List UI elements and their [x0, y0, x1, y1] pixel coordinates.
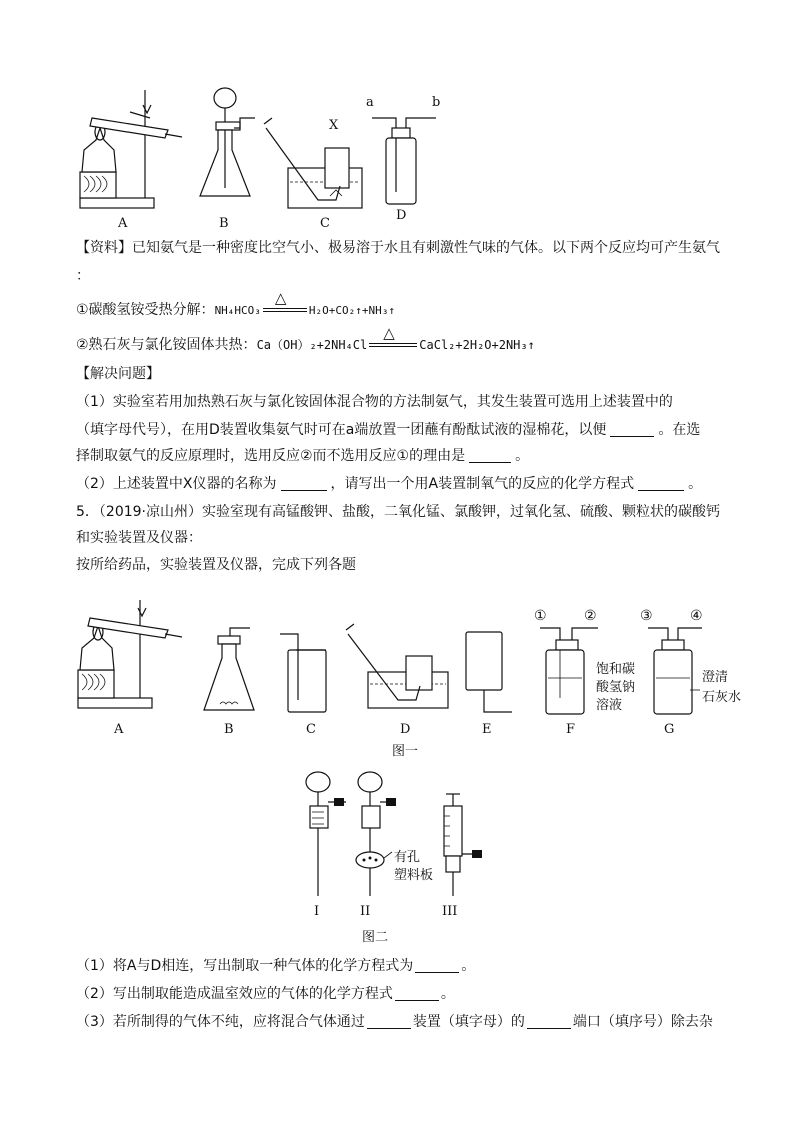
answer-blank-o2-equation[interactable]	[638, 476, 684, 491]
question-2	[76, 984, 455, 1004]
solve-q1-line1: （1）实验室若用加热熟石灰与氯化铵固体混合物的方法制氨气，其发生装置可选用上述装置中的	[76, 394, 673, 410]
reaction-1-left: NH₄HCO₃	[214, 304, 261, 317]
figure2-apparatus	[0, 770, 794, 910]
fig1-label-a: A	[114, 722, 124, 737]
fig2-label-i: I	[314, 904, 320, 919]
fig1-caption: 图一	[392, 744, 419, 759]
info-text-1: 已知氨气是一种密度比空气小、极易溶于水且有刺激性气味的气体。以下两个反应均可产生氨气	[132, 240, 720, 256]
question-3	[76, 1012, 713, 1032]
question-3-text-b: 装置（填字母）的	[412, 1014, 525, 1030]
answer-blank-x-name[interactable]	[281, 476, 327, 491]
reaction-1-right: H₂O+CO₂↑+NH₃↑	[308, 304, 396, 317]
question-3-text: （3）若所制得的气体不纯，应将混合气体通过	[76, 1014, 365, 1030]
fig1-g-text-1: 澄清	[702, 670, 729, 685]
fig1-label-g: G	[664, 722, 675, 737]
answer-blank-indicator[interactable]	[610, 422, 654, 437]
solve-q1-line3	[76, 446, 529, 466]
question-2-text: （2）写出制取能造成温室效应的气体的化学方程式	[76, 986, 393, 1002]
reaction-2-prefix: ②熟石灰与氯化铵固体共热：	[76, 337, 257, 353]
fig1-c-drawing	[280, 634, 326, 712]
reaction-1-condition: △	[274, 289, 287, 307]
fig1-port-4: ④	[690, 608, 703, 624]
solve-q1-line3-tail: 。	[515, 448, 530, 464]
info-line2: ：	[76, 268, 90, 284]
apparatus-a-drawing	[80, 90, 182, 208]
q5-line2: 和实验装置及仪器：	[76, 530, 202, 546]
fig1-g-text-2: 石灰水	[702, 690, 742, 705]
solve-q2-text: （2）上述装置中X仪器的名称为	[76, 476, 277, 492]
reaction-2-right: CaCl₂+2H₂O+2NH₃↑	[419, 338, 535, 352]
reaction-2-arrow	[367, 324, 419, 351]
top-label-a: A	[118, 216, 128, 231]
fig1-port-3: ③	[640, 608, 653, 624]
top-label-port-a: a	[366, 95, 374, 110]
fig2-label-ii: II	[360, 904, 371, 919]
fig1-label-f: F	[566, 722, 576, 737]
answer-blank-q2[interactable]	[395, 986, 439, 1001]
fig1-label-d: D	[400, 722, 411, 737]
answer-blank-q1[interactable]	[415, 958, 459, 973]
fig1-g-drawing	[648, 628, 702, 714]
q5-line1: 5．（2019·凉山州）实验室现有高锰酸钾、盐酸，二氧化锰、氯酸钾，过氧化氢、硫酸、颗粒状的碳酸钙	[76, 504, 720, 520]
reaction-1-arrow	[261, 289, 309, 316]
top-label-b: B	[219, 216, 229, 231]
fig1-b-drawing	[204, 628, 254, 710]
fig1-port-1: ①	[534, 608, 547, 624]
question-1-tail: 。	[461, 958, 476, 974]
question-3-text-c: 端口（填序号）除去杂	[572, 1014, 713, 1030]
solve-q1-line3-text: 择制取氨气的反应原理时，选用反应②而不选用反应①的理由是	[76, 448, 466, 464]
fig2-ii-drawing	[356, 772, 396, 896]
reaction-2-left: Ca（OH）₂+2NH₄Cl	[256, 338, 368, 352]
fig2-plate-text-2: 塑料板	[394, 868, 434, 883]
question-1	[76, 956, 475, 976]
fig1-f-text-3: 溶液	[596, 698, 623, 713]
fig2-label-iii: III	[442, 904, 458, 919]
top-label-c: C	[320, 216, 330, 231]
solve-q1-line2	[76, 420, 700, 440]
fig2-iii-drawing	[444, 794, 482, 896]
answer-blank-q3-device[interactable]	[367, 1014, 411, 1029]
solve-q2	[76, 474, 702, 494]
fig1-f-text-1: 饱和碳	[596, 662, 636, 677]
fig1-e-drawing	[466, 632, 512, 712]
solve-title: 【解决问题】	[76, 366, 160, 382]
info-line1	[76, 238, 720, 258]
reaction-1	[76, 289, 396, 321]
reaction-2	[76, 324, 535, 355]
answer-blank-reason[interactable]	[469, 448, 511, 463]
apparatus-c-drawing	[264, 118, 362, 208]
top-label-port-b: b	[432, 95, 441, 110]
info-title: 【资料】	[76, 240, 132, 256]
top-label-x: X	[329, 118, 339, 133]
top-label-d: D	[396, 208, 407, 223]
fig1-f-text-2: 酸氢钠	[596, 680, 636, 695]
fig1-label-c: C	[306, 722, 316, 737]
solve-q1-line2-tail: 。在选	[658, 422, 701, 438]
question-2-tail: 。	[440, 986, 455, 1002]
reaction-2-condition: △	[383, 324, 395, 342]
figure1-apparatus	[0, 600, 794, 740]
fig1-a-drawing	[78, 600, 182, 708]
fig1-label-e: E	[482, 722, 492, 737]
fig1-label-b: B	[224, 722, 234, 737]
fig1-d-drawing	[346, 624, 448, 708]
solve-q2-tail: 。	[688, 476, 703, 492]
apparatus-d-drawing	[372, 118, 436, 204]
reaction-1-prefix: ①碳酸氢铵受热分解：	[76, 302, 215, 318]
question-1-text: （1）将A与D相连，写出制取一种气体的化学方程式为	[76, 958, 414, 974]
fig2-caption: 图二	[362, 930, 389, 945]
answer-blank-q3-port[interactable]	[527, 1014, 571, 1029]
solve-q2-text-b: ，请写出一个用A装置制氧气的反应的化学方程式	[330, 476, 635, 492]
q5-line3: 按所给药品，实验装置及仪器，完成下列各题	[76, 557, 356, 573]
fig1-port-2: ②	[584, 608, 597, 624]
fig2-i-drawing	[306, 772, 346, 896]
fig2-plate-text-1: 有孔	[394, 850, 421, 865]
top-apparatus-figure	[0, 0, 794, 240]
solve-q1-line2-text: （填字母代号），在用D装置收集氨气时可在a端放置一团蘸有酚酞试液的湿棉花，以便	[76, 422, 607, 438]
apparatus-b-drawing	[200, 88, 255, 196]
fig1-f-drawing	[540, 628, 598, 714]
